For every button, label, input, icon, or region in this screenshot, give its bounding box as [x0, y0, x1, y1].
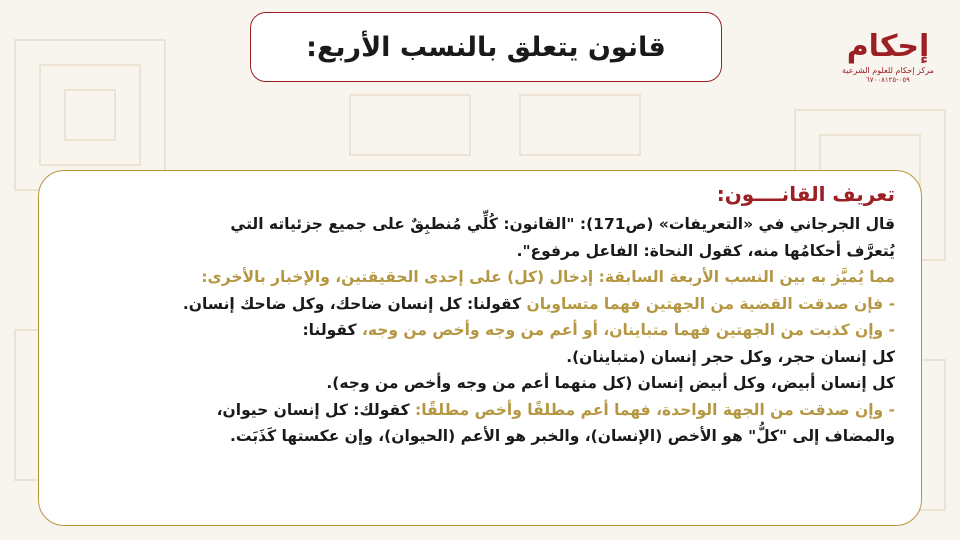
logo-phone: ٠٥٩-٦٧٠٠٨١٢٥	[866, 76, 910, 84]
case-3-example: كقولك: كل إنسان حيوان،	[216, 400, 416, 419]
title-box	[250, 12, 722, 82]
page-title: قانون يتعلق بالنسب الأربع:	[306, 31, 666, 63]
section-heading: تعريف القانــــون:	[716, 182, 895, 206]
logo-subtitle: مركز إحكام للعلوم الشرعية	[842, 66, 934, 75]
case-3-line	[65, 397, 895, 424]
case-2-line	[65, 317, 895, 344]
case-1-example: كقولنا: كل إنسان ضاحك، وكل ضاحك إنسان.	[182, 294, 527, 313]
case-3-condition: - وإن صدقت من الجهة الواحدة، فهما أعم مطلقًا وأخص مطلقًا:	[415, 400, 895, 419]
final-line: والمضاف إلى "كلُّ" هو الأخص (الإنسان)، والخبر هو الأعم (الحيوان)، وإن عكستها كَذَبَت.	[230, 427, 895, 445]
case-1-line	[65, 291, 895, 318]
logo-name: إحكام	[846, 29, 930, 64]
case-2-condition: - وإن كذبت من الجهتين فهما متباينان، أو أعم من وجه وأخص من وجه،	[361, 321, 895, 339]
case-2-example-1: كل إنسان حجر، وكل حجر إنسان (متباينان).	[566, 347, 895, 366]
definition-line-1: قال الجرجاني في «التعريفات» (ص171): "القانون: كُلِّي مُنطبِقٌ على جميع جزئياته التي	[230, 215, 895, 233]
case-2-example: كقولنا:	[302, 321, 362, 339]
content-box	[38, 170, 922, 526]
logo	[838, 20, 938, 98]
definition-line-2: يُتعرَّف أحكامُها منه، كقول النحاة: الفاعل مرفوع".	[516, 241, 895, 260]
case-1-condition: - فإن صدقت القضية من الجهتين فهما متساويان	[526, 294, 895, 313]
distinguish-line: مما يُميَّز به بين النسب الأربعة السابقة: إدخال (كل) على إحدى الحقيقتين، والإخبار بالأخرى:	[201, 268, 895, 286]
case-2-example-2: كل إنسان أبيض، وكل أبيض إنسان (كل منهما أعم من وجه وأخص من وجه).	[326, 374, 895, 392]
